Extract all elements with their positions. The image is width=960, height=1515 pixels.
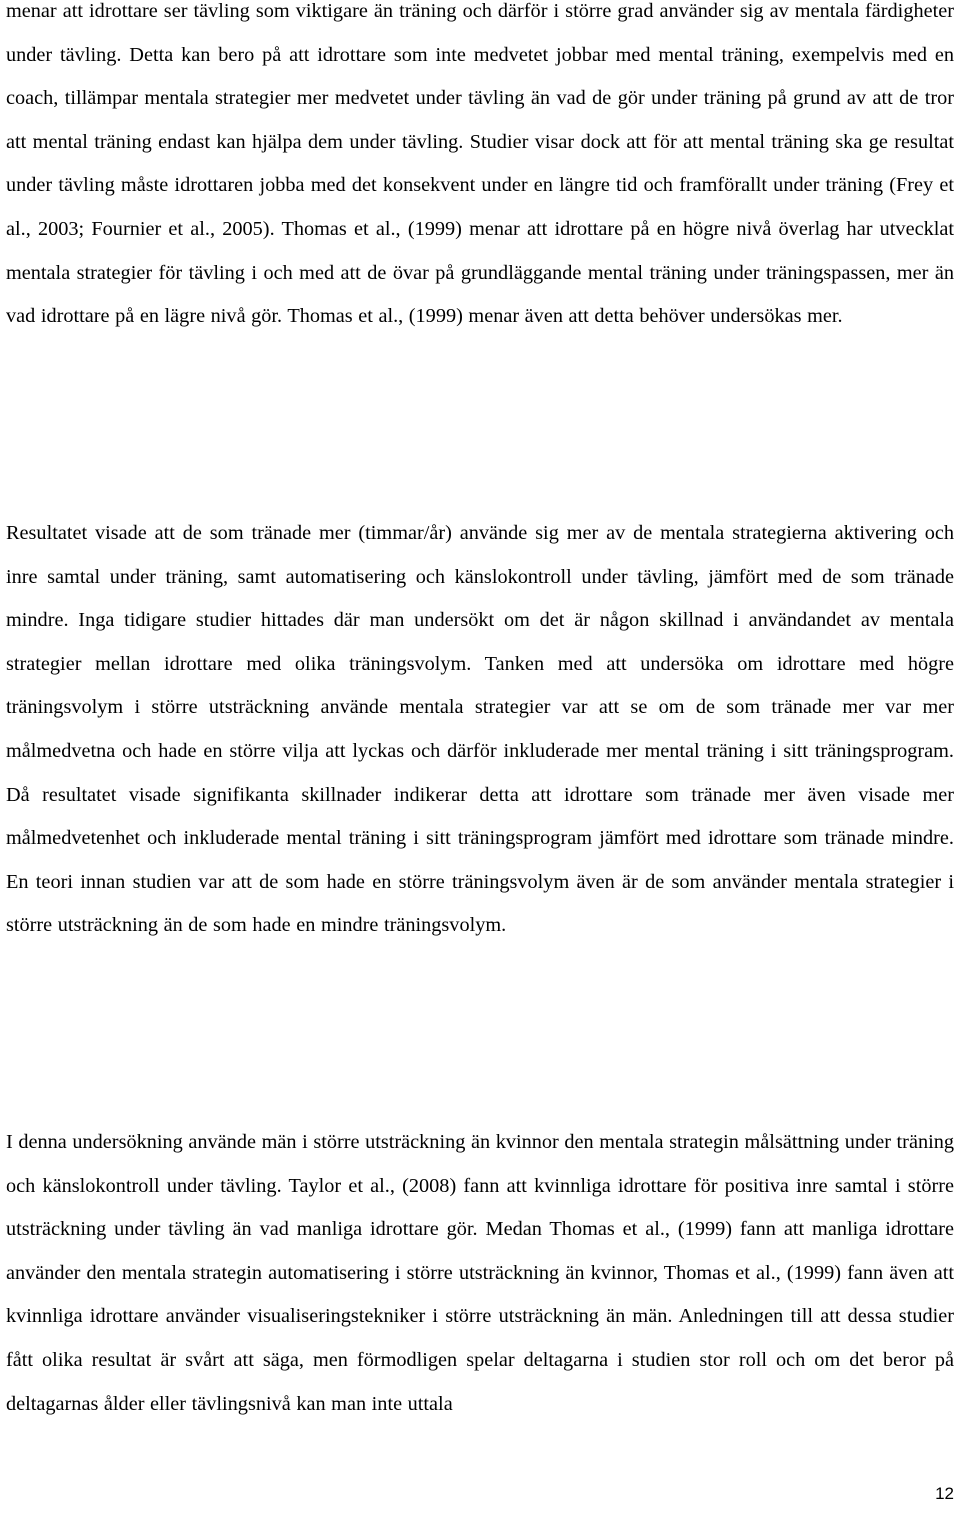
page-number: 12 [935,1484,954,1503]
body-paragraph-3: I denna undersökning använde män i större utsträckning än kvinnor den mentala strategin målsättning under träning och känslokontroll under tävling. Taylor et al., (2008) fann att kvinnliga idrottare för positiva inre samtal i större utsträckning under tävling än vad manliga idrottare gör. Medan Thomas et al., (1999) fann att manliga idrottare använder den mentala strategin automatisering i större utsträckning än kvinnor, Thomas et al., (1999) fann även att kvinnliga idrottare använder visualiseringstekniker i större utsträckning än män. Anledningen till att dessa studier fått olika resultat är svårt att säga, men förmodligen spelar deltagarna i studien stor roll och om det beror på deltagarnas ålder eller tävlingsnivå kan man inte uttala [6,1131,954,1415]
body-paragraph-1: menar att idrottare ser tävling som viktigare än träning och därför i större grad använder sig av mentala färdigheter under tävling. Detta kan bero på att idrottare som inte medvetet jobbar med mental träning, exempelvis med en coach, tillämpar mentala strategier mer medvetet under tävling än vad de gör under träning på grund av att de tror att mental träning endast kan hjälpa dem under tävling. Studier visar dock att för att mental träning ska ge resultat under tävling måste idrottaren jobba med det konsekvent under en längre tid och framförallt under träning (Frey et al., 2003; Fournier et al., 2005). Thomas et al., (1999) menar att idrottare på en högre nivå överlag har utvecklat mentala strategier för tävling i och med att de övar på grundläggande mental träning under träningspassen, mer än vad idrottare på en lägre nivå gör. Thomas et al., (1999) menar även att detta behöver undersökas mer. [6,0,954,328]
body-paragraph-2: Resultatet visade att de som tränade mer (timmar/år) använde sig mer av de mentala strategierna aktivering och inre samtal under träning, samt automatisering och känslokontroll under tävling, jämfört med de som tränade mindre. Inga tidigare studier hittades där man undersökt om det är någon skillnad i användandet av mentala strategier mellan idrottare med olika träningsvolym. Tanken med att undersöka om idrottare med högre träningsvolym i större utsträckning använde mentala strategier var att se om de som tränade mer var mer målmedvetna och hade en större vilja att lyckas och därför inkluderade mer mental träning i sitt träningsprogram. Då resultatet visade signifikanta skillnader indikerar detta att idrottare som tränade mer även visade mer målmedvetenhet och inkluderade mental träning i sitt träningsprogram jämfört med idrottare som tränade mindre. En teori innan studien var att de som hade en större träningsvolym även är de som använder mentala strategier i större utsträckning än de som hade en mindre träningsvolym. [6,522,954,937]
